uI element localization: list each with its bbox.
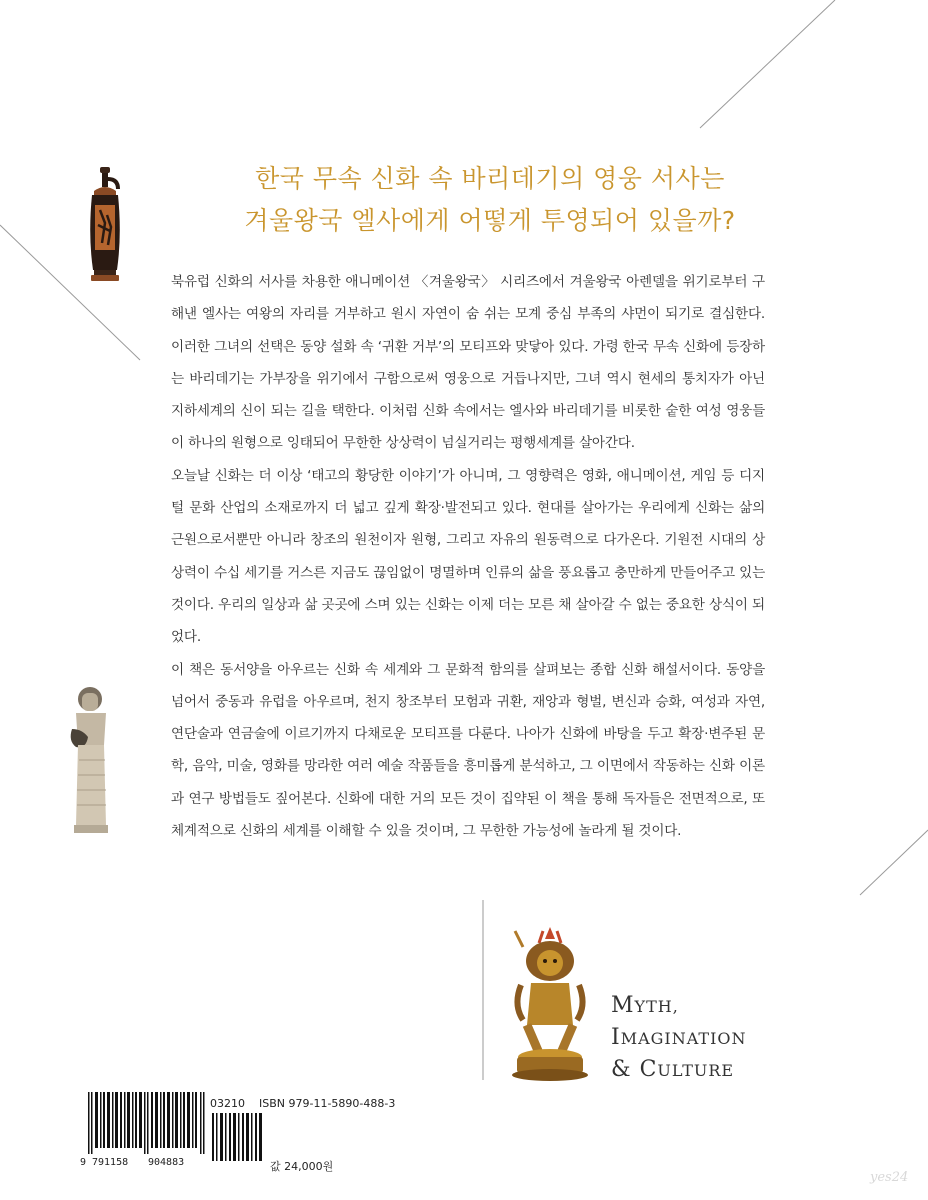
barcode-left-digits: 791158 [92,1157,129,1168]
body-text [171,266,765,847]
series-title [611,990,747,1086]
series-line-3-rest: ULTURE [657,1061,735,1080]
series-line-2-cap: I [611,1025,621,1050]
paragraph-1: 북유럽 신화의 서사를 차용한 애니메이션 〈겨울왕국〉 시리즈에서 겨울왕국 아렌델을 위기로부터 구해낸 엘사는 여왕의 자리를 거부하고 원시 자연이 숨 쉬는 모계 중심 부족의 샤먼이 되기로 결심한다. 이러한 그녀의 선택은 동양 설화 속 ‘귀환 거부’의 모티프와 맞닿아 있다. 가령 한국 무속 신화에 등장하는 바리데기는 가부장을 위기에서 구함으로써 영웅으로 거듭나지만, 그녀 역시 현세의 통치자가 아닌 지하세계의 신이 되는 길을 택한다. 이처럼 신화 속에서는 엘사와 바리데기를 비롯한 숱한 여성 영웅들이 하나의 원형으로 잉태되어 무한한 상상력이 넘실거리는 평행세계를 살아간다. [171,274,765,452]
series-line-1-rest: YTH, [634,997,679,1016]
isbn-addon: 03210 [210,1097,245,1110]
series-line-1-cap: M [611,993,635,1018]
isbn-number: ISBN 979-11-5890-488-3 [259,1097,396,1110]
price: 값 24,000원 [270,1160,334,1173]
ancient-statue-image [62,685,122,835]
barcode-bars [88,1092,206,1154]
golden-deity-image [505,925,595,1085]
barcode-lead-digit: 9 [80,1157,87,1168]
greek-vase-image [80,165,130,285]
paragraph-2: 오늘날 신화는 더 이상 ‘태고의 황당한 이야기’가 아니며, 그 영향력은 영화, 애니메이션, 게임 등 디지털 문화 산업의 소재로까지 더 넓고 깊게 확장·발전되고 있다. 현대를 살아가는 우리에게 신화는 삶의 근원으로서뿐만 아니라 창조의 원천이자 원형, 그리고 자유의 원동력으로 다가온다. 기원전 시대의 상상력이 수십 세기를 거스른 지금도 끊임없이 명멸하며 인류의 삶을 풍요롭고 충만하게 만들어주고 있는 것이다. 우리의 일상과 삶 곳곳에 스며 있는 신화는 이제 더는 모른 채 살아갈 수 없는 중요한 상식이 되었다. [171,467,765,646]
isbn-block [210,1097,395,1110]
barcode-right-digits: 904883 [148,1157,185,1168]
watermark: yes24 [870,1170,909,1185]
headline [160,158,820,242]
series-line-3-cap: & C [611,1057,658,1082]
headline-line-1: 한국 무속 신화 속 바리데기의 영웅 서사는 [255,164,725,193]
addon-barcode-bars [212,1113,264,1161]
paragraph-3: 이 책은 동서양을 아우르는 신화 속 세계와 그 문화적 함의를 살펴보는 종합 신화 해설서이다. 동양을 넘어서 중동과 유럽을 아우르며, 천지 창조부터 모험과 귀환, 재앙과 형벌, 변신과 승화, 여성과 자연, 연단술과 연금술에 이르기까지 다채로운 모티프를 다룬다. 나아가 신화에 바탕을 두고 확장·변주된 문학, 음악, 미술, 영화를 망라한 여러 예술 작품들을 흥미롭게 분석하고, 그 이면에서 작동하는 신화 이론과 연구 방법들도 짚어본다. 신화에 대한 거의 모든 것이 집약된 이 책을 통해 독자들은 전면적으로, 또 체계적으로 신화의 세계를 이해할 수 있을 것이며, 그 무한한 가능성에 놀라게 될 것이다. [171,661,765,840]
headline-line-2: 겨울왕국 엘사에게 어떻게 투영되어 있을까? [244,206,736,235]
series-line-2-rest: MAGINATION [620,1029,747,1048]
